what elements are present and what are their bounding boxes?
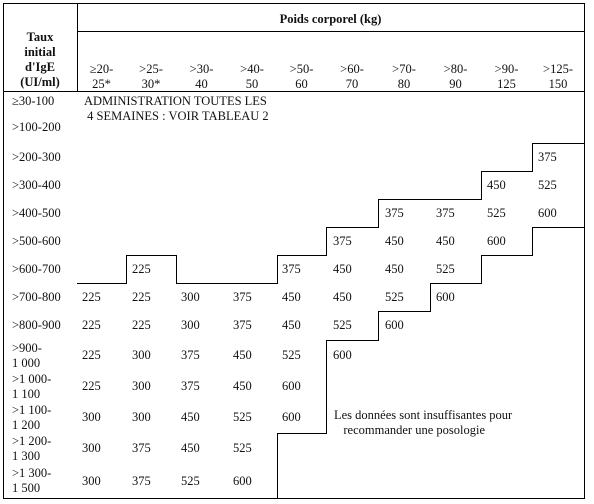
dose-cell: 525 — [487, 205, 506, 220]
grid-line — [430, 283, 482, 284]
grid-line — [326, 340, 379, 341]
dose-cell: 525 — [333, 318, 352, 332]
dose-cell: 225 — [82, 289, 101, 304]
dose-cell: 375 — [181, 348, 200, 362]
dose-cell: 375 — [538, 149, 557, 164]
dose-cell: 225 — [82, 379, 101, 393]
dose-cell: 225 — [132, 261, 151, 276]
dose-cell: 375 — [181, 379, 200, 393]
dose-cell: 525 — [233, 441, 252, 455]
dose-cell: 600 — [487, 233, 506, 248]
weight-column-header: ≥20- 25* — [89, 62, 114, 91]
dose-cell: 600 — [282, 410, 301, 424]
weight-column-header: >25- 30* — [139, 62, 163, 91]
dose-cell: 375 — [282, 261, 301, 276]
grid-line — [532, 227, 533, 256]
dose-cell: 450 — [282, 289, 301, 304]
grid-line — [277, 464, 278, 499]
dose-cell: 525 — [282, 348, 301, 362]
dose-cell: 300 — [82, 473, 101, 488]
body-weight-title: Poids corporel (kg) — [279, 12, 382, 26]
grid-line — [277, 255, 327, 256]
ige-level-header: Taux initial d'IgE (UI/ml) — [20, 30, 60, 89]
grid-line — [77, 283, 127, 284]
ige-row-label: >300-400 — [12, 177, 61, 192]
grid-line — [584, 3, 585, 499]
dose-cell: 525 — [181, 473, 200, 488]
dose-cell: 525 — [233, 410, 252, 424]
grid-line — [378, 199, 482, 200]
ige-row-label: >900- 1 000 — [12, 341, 42, 370]
dose-cell: 450 — [181, 410, 200, 424]
ige-row-label: >1 000- 1 100 — [12, 372, 52, 401]
grid-line — [532, 227, 585, 228]
grid-line — [532, 143, 585, 144]
dose-cell: 300 — [181, 318, 200, 332]
grid-line — [3, 3, 585, 4]
weight-column-header: >60- 70 — [340, 62, 364, 91]
dose-cell: 300 — [82, 441, 101, 455]
grid-line — [326, 371, 327, 434]
dose-cell: 300 — [82, 410, 101, 424]
four-weeks-note: ADMINISTRATION TOUTES LES 4 SEMAINES : VOIR TABLEAU 2 — [84, 94, 269, 123]
dose-cell: 225 — [82, 318, 101, 332]
dose-cell: 300 — [132, 410, 151, 424]
dose-cell: 300 — [132, 348, 151, 362]
grid-line — [378, 311, 431, 312]
dose-cell: 600 — [436, 289, 455, 304]
ige-row-label: >500-600 — [12, 233, 61, 248]
ige-row-label: >1 100- 1 200 — [12, 403, 52, 432]
ige-row-label: >400-500 — [12, 205, 61, 220]
ige-row-label: >1 200- 1 300 — [12, 434, 52, 463]
weight-column-header: >40- 50 — [240, 62, 264, 91]
grid-line — [126, 255, 177, 256]
ige-row-label: >700-800 — [12, 289, 61, 304]
dose-cell: 450 — [233, 379, 252, 393]
dose-cell: 375 — [436, 205, 455, 220]
insufficient-data-note: Les données sont insuffisantes pour recommander une posologie — [334, 408, 513, 437]
ige-row-label: >100-200 — [12, 120, 61, 134]
weight-column-header: >30- 40 — [189, 62, 214, 91]
grid-line — [378, 311, 379, 341]
grid-line — [326, 227, 327, 256]
grid-line — [176, 255, 177, 284]
weight-column-header: >50- 60 — [289, 62, 314, 91]
dose-cell: 375 — [385, 205, 404, 220]
dose-cell: 525 — [538, 177, 557, 192]
grid-line — [77, 31, 585, 32]
dose-cell: 600 — [233, 473, 252, 488]
dose-cell: 225 — [82, 348, 101, 362]
dose-cell: 600 — [538, 205, 557, 220]
dose-cell: 450 — [333, 261, 352, 276]
dose-cell: 450 — [282, 318, 301, 332]
grid-line — [126, 255, 127, 284]
grid-line — [277, 433, 327, 434]
dose-cell: 375 — [132, 473, 151, 488]
grid-line — [481, 255, 482, 284]
dose-cell: 225 — [132, 289, 151, 304]
grid-line — [176, 283, 278, 284]
dose-cell: 600 — [282, 379, 301, 393]
dose-cell: 300 — [181, 289, 200, 304]
grid-line — [481, 255, 533, 256]
grid-line — [532, 143, 533, 172]
grid-line — [481, 171, 482, 200]
dose-cell: 375 — [132, 441, 151, 455]
dose-cell: 375 — [333, 233, 352, 248]
dose-cell: 300 — [132, 379, 151, 393]
dose-cell: 450 — [181, 441, 200, 455]
dose-cell: 525 — [436, 261, 455, 276]
grid-line — [3, 498, 585, 499]
grid-line — [277, 255, 278, 284]
ige-row-label: >600-700 — [12, 261, 61, 276]
grid-line — [277, 433, 278, 465]
dose-cell: 375 — [233, 318, 252, 332]
dose-cell: 450 — [233, 348, 252, 362]
grid-line — [481, 171, 533, 172]
grid-line — [326, 227, 379, 228]
dose-cell: 450 — [385, 233, 404, 248]
dose-cell: 450 — [436, 233, 455, 248]
dose-cell: 225 — [132, 318, 151, 332]
grid-line — [430, 283, 431, 312]
dose-cell: 600 — [333, 348, 352, 362]
ige-row-label: >200-300 — [12, 149, 61, 164]
grid-line — [584, 143, 585, 228]
dose-cell: 450 — [333, 289, 352, 304]
weight-column-header: >125- 150 — [543, 62, 573, 91]
dose-cell: 450 — [385, 261, 404, 276]
grid-line — [378, 199, 379, 228]
dose-cell: 600 — [385, 318, 404, 332]
dose-cell: 525 — [385, 289, 404, 304]
ige-row-label: >800-900 — [12, 318, 61, 332]
weight-column-header: >90- 125 — [494, 62, 519, 91]
weight-column-header: >70- 80 — [392, 62, 416, 91]
weight-column-header: >80- 90 — [443, 62, 468, 91]
ige-row-label: ≥30-100 — [12, 94, 55, 108]
dose-cell: 450 — [487, 177, 506, 192]
ige-row-label: >1 300- 1 500 — [12, 466, 52, 495]
grid-line — [326, 340, 327, 372]
dose-cell: 375 — [233, 289, 252, 304]
